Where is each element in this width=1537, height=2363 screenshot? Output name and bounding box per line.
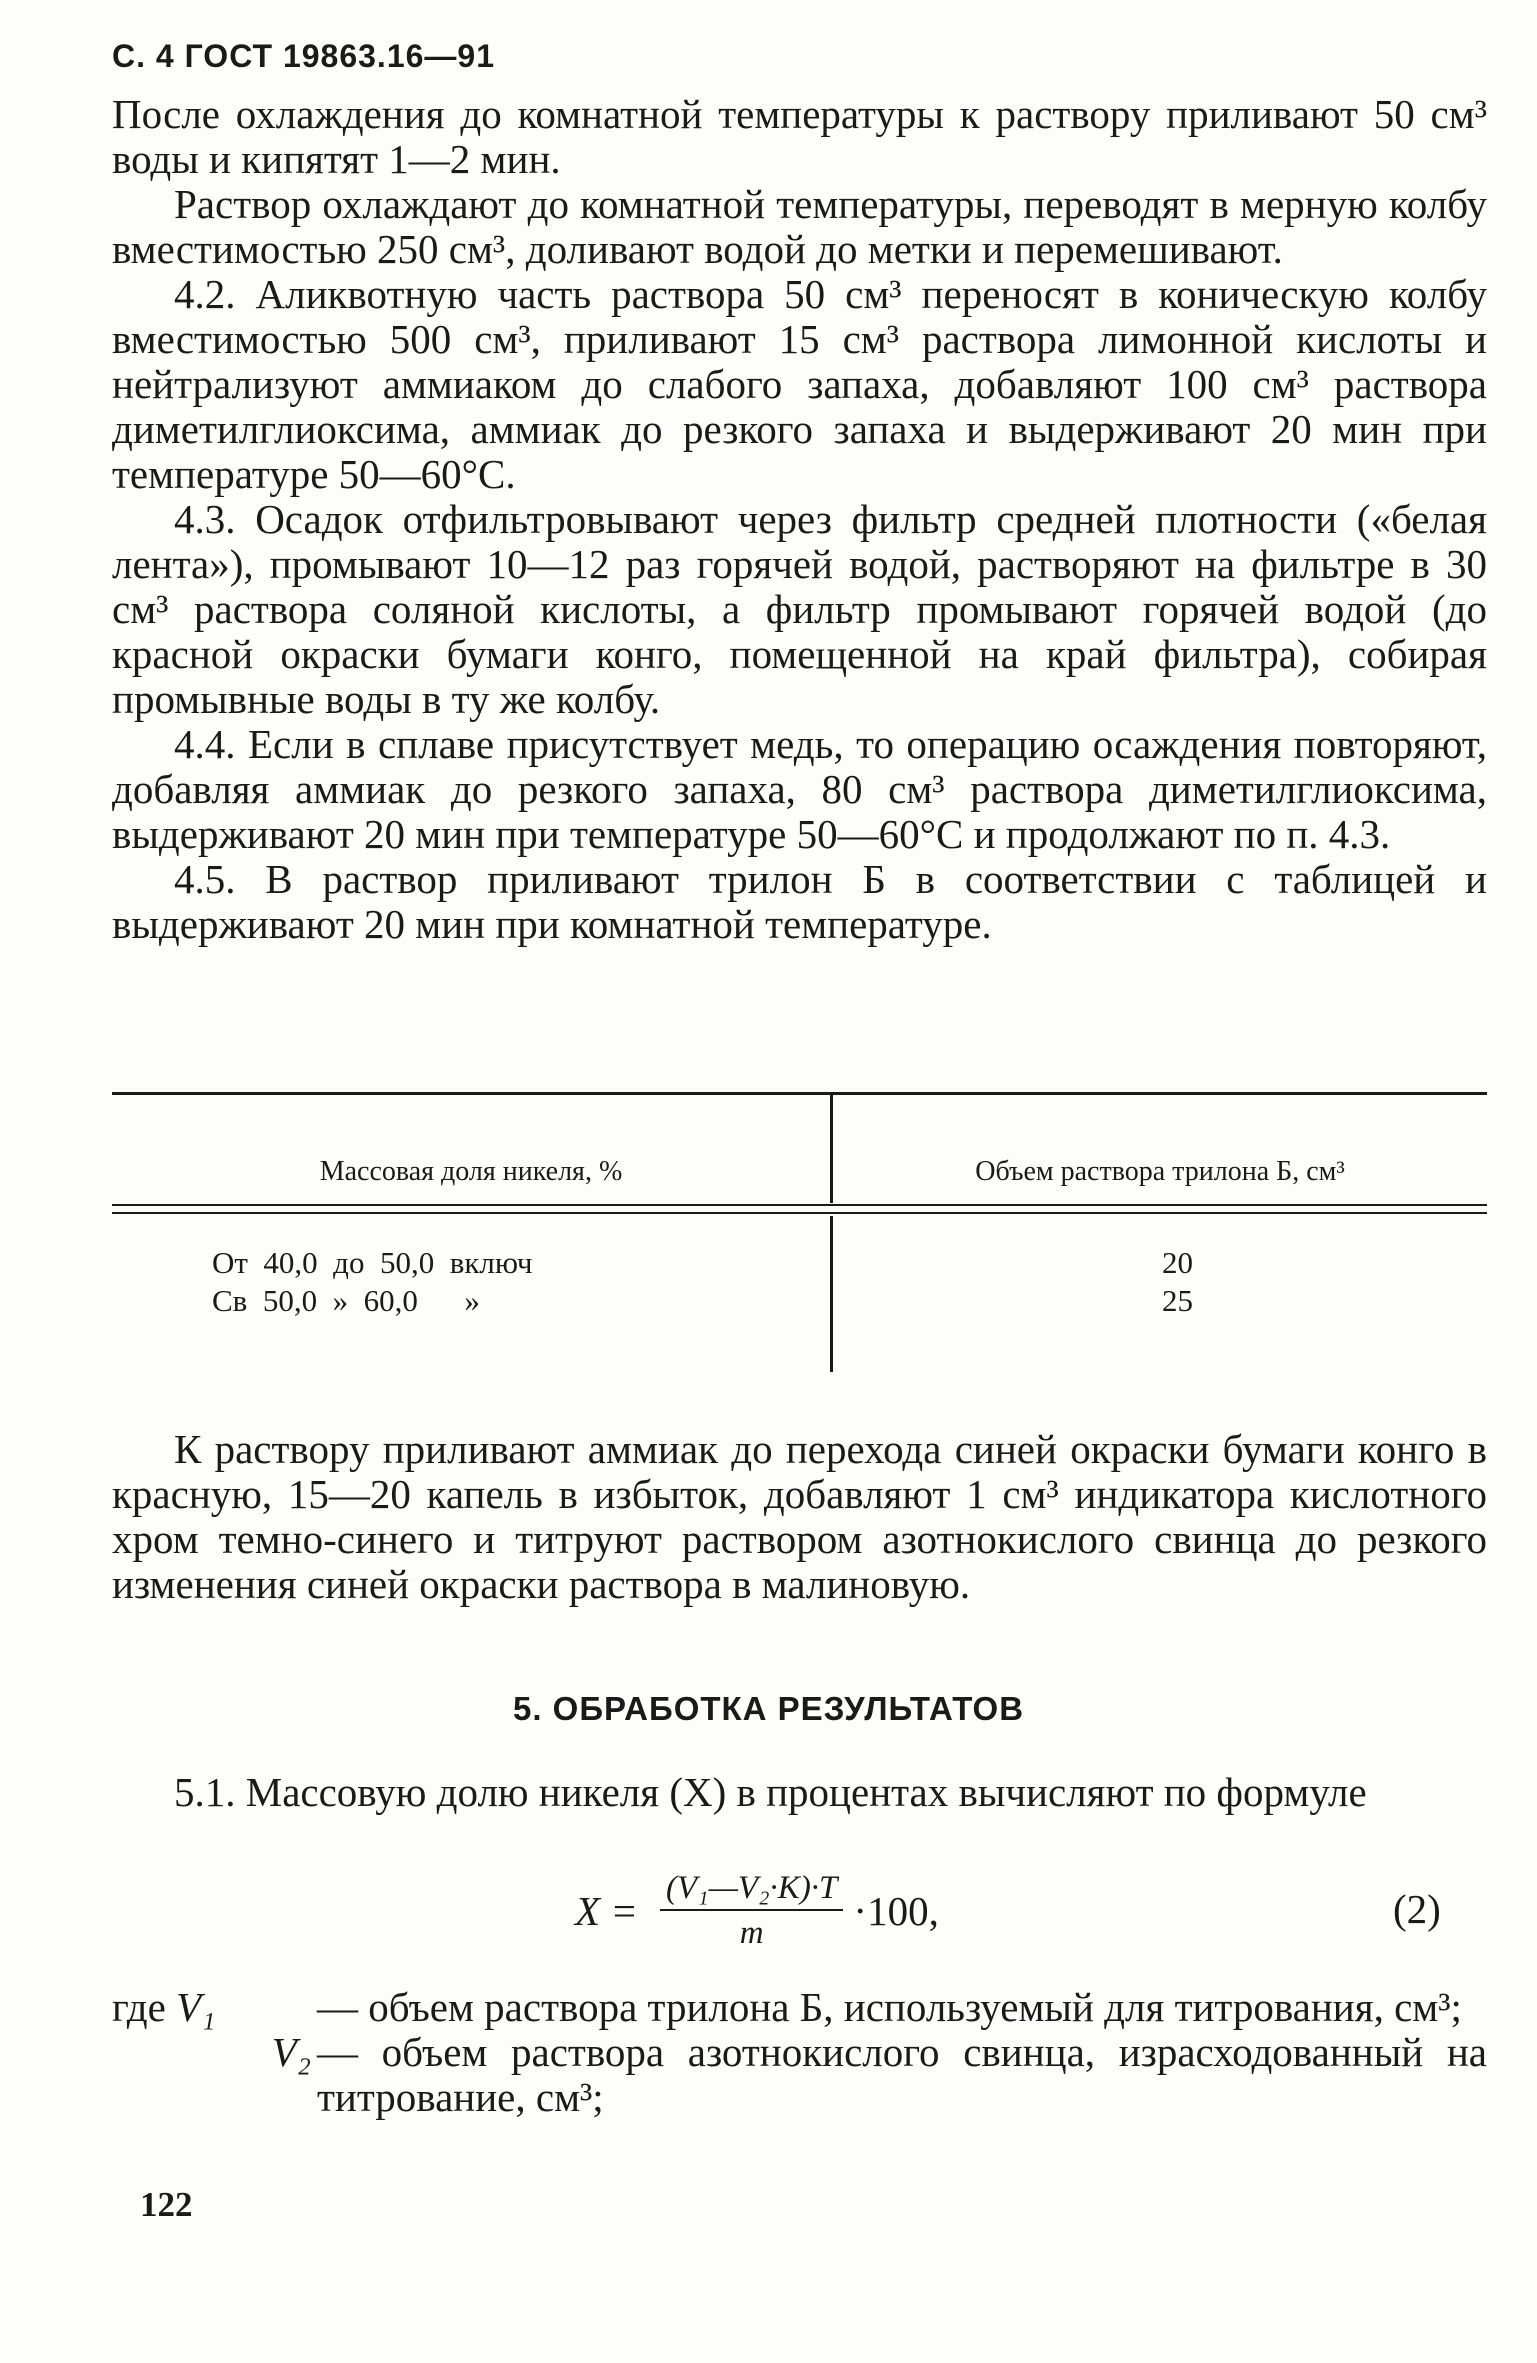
paragraph: После охлаждения до комнатной температуры к раствору приливают 50 см³ воды и кипятят 1—2 мин.	[112, 91, 1487, 182]
body-text-middle	[112, 1427, 1487, 1607]
body-text-top	[112, 92, 1487, 947]
table-header-volume: Объем раствора трилона Б, см³	[975, 1156, 1345, 1187]
paragraph: 5.1. Массовую долю никеля (X) в процентах вычисляют по формуле	[174, 1769, 1367, 1815]
paragraph: 4.2. Аликвотную часть раствора 50 см³ переносят в коническую колбу вместимостью 500 см³, приливают 15 см³ раствора лимонной кислоты и нейтрализуют аммиаком до слабого запаха, добавляют 100 см³ раствора диметилглиоксима, аммиак до резкого запаха и выдерживают 20 мин при температуре 50—60°С.	[112, 271, 1487, 497]
table-header-mass-fraction: Массовая доля никеля, %	[319, 1156, 623, 1187]
formula-tail: ·100,	[853, 1888, 939, 1934]
page-header: С. 4 ГОСТ 19863.16—91	[112, 38, 495, 74]
table-range-column	[212, 1244, 532, 1320]
formula-number: (2)	[1393, 1886, 1441, 1932]
table-column-divider	[830, 1216, 833, 1372]
paragraph: К раствору приливают аммиак до перехода синей окраски бумаги конго в красную, 15—20 капель в избыток, добавляют 1 см³ индикатора кислотного хром темно-синего и титруют раствором азотнокислого свинца до резкого изменения синей окраски раствора в малиновую.	[112, 1426, 1487, 1607]
table-cell: 25	[1162, 1283, 1193, 1318]
table-volume-column	[1162, 1244, 1193, 1320]
table-cell: От 40,0 до 50,0 включ	[212, 1245, 533, 1280]
trilon-table	[112, 1092, 1487, 1372]
table-header-rule	[112, 1212, 1487, 1214]
paragraph: 4.5. В раствор приливают трилон Б в соответствии с таблицей и выдерживают 20 мин при комнатной температуре.	[112, 856, 1487, 947]
definition-symbol: V₁	[176, 1984, 216, 2030]
definition-symbol: V₂	[271, 2029, 311, 2075]
paragraph: 4.3. Осадок отфильтровывают через фильтр средней плотности («белая лента»), промывают 10—12 раз горячей водой, растворяют на фильтре в 30 см³ раствора соляной кислоты, а фильтр промывают горячей водой (до красной окраски бумаги конго, помещенной на край фильтра), собирая промывные воды в ту же колбу.	[112, 496, 1487, 722]
definition-row	[112, 1985, 1487, 2030]
table-cell: 20	[1162, 1245, 1193, 1280]
formula-fraction	[660, 1870, 843, 1952]
paragraph: 4.4. Если в сплаве присутствует медь, то операцию осаждения повторяют, добавляя аммиак до резкого запаха, 80 см³ раствора диметилглиоксима, выдерживают 20 мин при температуре 50—60°С и продолжают по п. 4.3.	[112, 721, 1487, 857]
table-cell: Св 50,0 » 60,0 »	[212, 1283, 480, 1318]
paragraph: Раствор охлаждают до комнатной температуры, переводят в мерную колбу вместимостью 250 см³, доливают водой до метки и перемешивают.	[112, 181, 1487, 272]
formula-lhs: X =	[575, 1888, 638, 1934]
formula	[575, 1870, 939, 1952]
body-text-formula-intro	[112, 1770, 1487, 1815]
definition-text: — объем раствора азотнокислого свинца, израсходованный на титрование, см³;	[317, 2029, 1487, 2120]
page-number: 122	[140, 2185, 193, 2224]
variable-definitions	[112, 1985, 1487, 2120]
table-top-rule	[112, 1092, 1487, 1095]
definition-row	[112, 2030, 1487, 2120]
formula-denominator: m	[739, 1915, 764, 1951]
section-title: 5. ОБРАБОТКА РЕЗУЛЬТАТОВ	[512, 1690, 1025, 1727]
formula-numerator: (V₁—V₂·K)·T	[665, 1870, 838, 1906]
definition-prefix: где	[112, 1984, 177, 2030]
definition-text: — объем раствора трилона Б, используемый для титрования, см³;	[317, 1984, 1462, 2030]
